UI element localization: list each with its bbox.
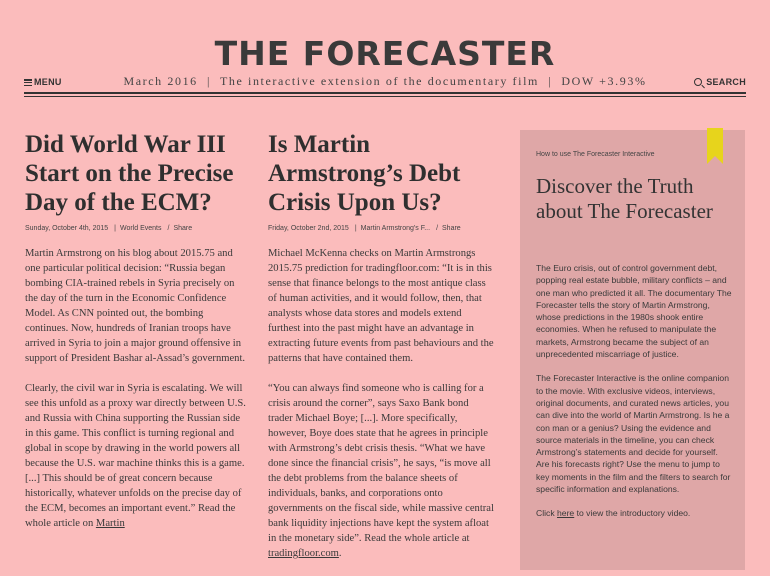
tagline: March 2016 | The interactive extension of the documentary film | DOW +3.93%: [123, 74, 647, 88]
menu-label: MENU: [34, 77, 62, 87]
share-link[interactable]: Share: [173, 225, 193, 232]
paragraph-text: “You can always find someone who is calling for a crisis around the corner”, says Saxo Bank bond trader Michael Boye; [...]. More specifically, however, Boye does state that he agrees in principle with Armstrong’s debt crisis thesis. “What we have done since the financial crisis”, he says, “is move all the debt problems from the balance sheets of individuals, banks, and corporations onto governments on the fiscal side, while massive central bank liquidity injections have kept the system afloat in the monetary side”. Read the whole article at: [268, 383, 494, 544]
search-label: SEARCH: [706, 77, 746, 87]
intro-sidebar: [520, 130, 745, 570]
article-source-link[interactable]: Martin: [95, 518, 125, 529]
sidebar-title: Discover the Truth about The Forecaster: [536, 174, 713, 223]
article-card: [268, 130, 494, 576]
article-date: Sunday, October 4th, 2015: [25, 225, 109, 232]
article-title[interactable]: Is Martin Armstrong’s Debt Crisis Upon Us?: [268, 131, 461, 216]
sidebar-eyebrow: How to use The Forecaster Interactive: [536, 151, 655, 158]
article-paragraph: Michael McKenna checks on Martin Armstrongs 2015.75 prediction for tradingfloor.com: “It is in this sense that finance belongs to the most antique class of human activities, and it would follow, then, that analysts whose data stores and models extend furthest into the past might have an advantage in extracting future events from past behaviours and the patterns that have contained them.: [268, 248, 494, 364]
paragraph-text: .: [338, 548, 342, 559]
article-card: [25, 130, 249, 546]
paragraph-text: Clearly, the civil war in Syria is escalating. We will see this unfold as a proxy war directly between U.S. and Russia with China supporting the Russian side in this game. This conflict is turning regional and global in scope by drawing in the world powers all because the U.S. war machine thinks this is a game. [...] This should be of great concern because historically, whatever unfolds on the precise day of the ECM, becomes an important event.” Read the whole article on: [25, 383, 246, 529]
article-body: [268, 246, 494, 561]
share-link[interactable]: Share: [442, 225, 461, 232]
article-category[interactable]: Martin Armstrong's F...: [360, 225, 431, 232]
article-meta: [268, 225, 494, 232]
article-meta: [25, 225, 249, 232]
meta-separator: /: [436, 225, 439, 232]
article-source-link[interactable]: tradingfloor.com: [268, 548, 339, 559]
header-rule-thin: [24, 96, 746, 97]
cta-text: to view the introductory video.: [574, 508, 691, 519]
search-button[interactable]: [694, 77, 746, 87]
article-category[interactable]: World Events: [119, 225, 162, 232]
meta-separator: |: [114, 225, 116, 232]
article-paragraph: Martin Armstrong on his blog about 2015.75 and one particular political decision: “Russia began bombing CIA-trained rebels in Syria precisely on the day of the turn in the Economic Confidence Model. As CNN pointed out, the bombing continues. Now, hundreds of Iranian troops have arrived in Syria to join a major ground offensive in support of President Bashar al-Assad’s government.: [25, 248, 246, 364]
site-logo[interactable]: THE FORECASTER: [214, 34, 556, 73]
article-paragraph: [268, 381, 494, 561]
sidebar-body: [536, 262, 732, 532]
article-date: Friday, October 2nd, 2015: [268, 225, 349, 232]
sidebar-paragraph: The Euro crisis, out of control government debt, popping real estate bubble, military conflicts – and one man who predicted it all. The documentary The Forecaster tells the story of Martin Armstrong, whose predictions in the 1980s shook entire economies. When he refused to manipulate the markets, Armstrong became the subject of an unprecedented miscarriage of justice.: [536, 263, 732, 360]
header-rule: [24, 92, 746, 94]
cta-text: Click: [536, 508, 558, 519]
sidebar-paragraph: The Forecaster Interactive is the online companion to the movie. With exclusive videos, interviews, original documents, and curated news articles, you can dive into the world of Martin Armstrong. Is he a con man or a genius? Using the evidence and source materials in the timeline, you can check Armstrong’s statements and decide for yourself. Are his forecasts right? Use the menu to jump to key moments in the film and the filters to search for specific information and explanations.: [536, 373, 731, 495]
search-icon: [694, 78, 702, 86]
article-title[interactable]: Did World War III Start on the Precise Day of the ECM?: [25, 131, 234, 216]
article-paragraph: [25, 381, 249, 531]
article-body: [25, 246, 249, 531]
masthead: [0, 0, 770, 100]
meta-separator: |: [354, 225, 357, 232]
bookmark-icon[interactable]: [707, 128, 723, 156]
meta-separator: /: [167, 225, 170, 232]
sidebar-cta: [536, 507, 732, 519]
intro-video-link[interactable]: here: [557, 508, 575, 519]
